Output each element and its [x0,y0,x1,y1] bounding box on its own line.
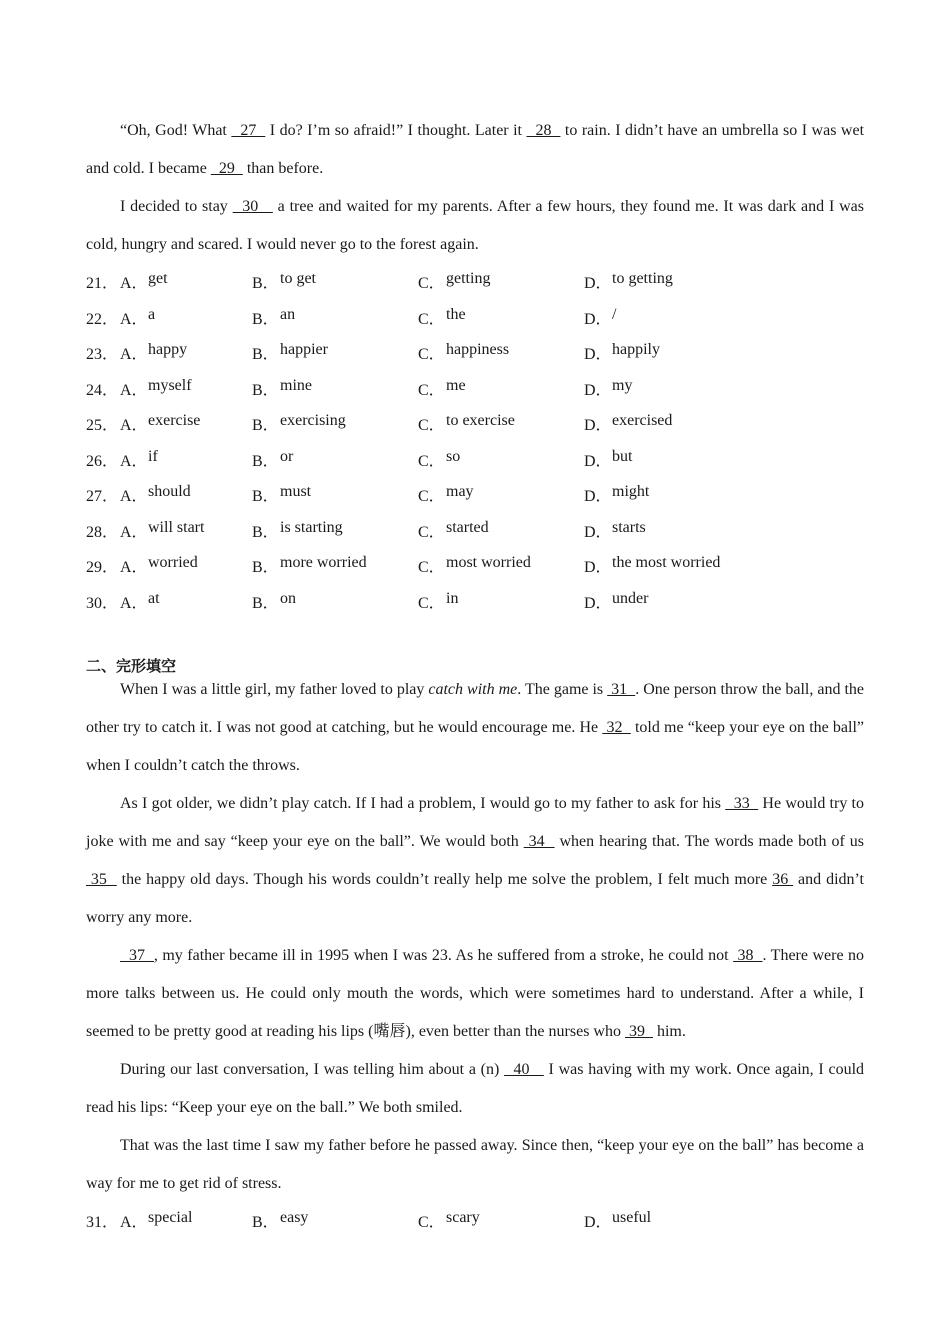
question-number: 22． [86,310,119,328]
option-text: happy [148,341,188,359]
document-page [86,112,864,1239]
option-d [584,306,750,329]
option-letter: A． [120,346,148,364]
option-d [584,554,750,577]
option-c [418,590,584,613]
option-text: on [280,589,296,607]
passage-paragraph [86,671,864,785]
text: and didn’t worry any more. [86,871,864,926]
option-c [418,448,584,471]
blank-30: 30 [232,198,273,215]
option-b [252,519,418,542]
question-number: 31． [86,1214,119,1232]
option-a [120,519,252,542]
passage-paragraph [86,1051,864,1127]
question-number: 28． [86,523,119,541]
option-c [418,306,584,329]
option-text: under [612,589,649,607]
text: . There were no more talks between us. He could only mouth the words, which were sometimes hard to understand. After a while, I seemed to be pretty good at reading his lips (嘴唇), even better than the nurses who [86,947,865,1040]
option-letter: D． [584,1214,612,1232]
blank-36: 36 [772,871,794,888]
option-letter: C． [418,275,445,293]
option-a [120,412,252,435]
option-a [120,554,252,577]
question-options-row [86,442,864,478]
blank-39: 39 [624,1023,653,1040]
option-letter: C． [418,310,445,328]
question-options-row [86,548,864,584]
text: That was the last time I saw my father before he passed away. Since then, “keep your eye on the ball” has become a way for me to get rid of stress. [86,1137,864,1192]
option-letter: B． [252,275,279,293]
option-a [120,270,252,293]
option-letter: C． [418,452,445,470]
option-letter: A． [120,381,148,399]
blank-27: 27 [231,122,266,139]
option-letter: A． [120,523,148,541]
option-text: getting [446,270,491,288]
option-text: so [446,447,461,465]
option-b [252,483,418,506]
option-text: happiness [446,341,510,359]
option-b [252,590,418,613]
section-heading: 二、完形填空 [86,657,177,675]
blank-35: 35 [86,871,117,888]
option-text: a [148,305,156,323]
option-a [120,306,252,329]
option-text: if [148,447,158,465]
question-options-row [86,300,864,336]
option-letter: C． [418,1214,445,1232]
option-c [418,1209,584,1232]
option-letter: A． [120,1214,148,1232]
blank-38: 38 [733,947,763,964]
text: I decided to stay [120,198,233,215]
option-text: my [612,376,633,394]
option-text: is starting [280,518,343,536]
question-number: 27． [86,488,119,506]
option-letter: D． [584,417,612,435]
option-letter: D． [584,452,612,470]
option-letter: D． [584,594,612,612]
option-d [584,519,750,542]
text: . One person throw the ball, and the other try to catch it. I was not good at catching, but he would encourage me. He [86,681,865,736]
text: him. [652,1023,686,1040]
blank-40: 40 [504,1061,544,1078]
option-text: may [446,483,474,501]
option-text: mine [280,376,312,394]
question-number: 26． [86,452,119,470]
blank-33: 33 [725,795,759,812]
blank-29: 29 [210,160,243,177]
option-text: will start [148,518,205,536]
option-letter: B． [252,452,279,470]
option-letter: A． [120,594,148,612]
option-text: starts [612,518,646,536]
option-a [120,341,252,364]
option-text: useful [612,1209,652,1227]
option-letter: B． [252,310,279,328]
passage-paragraph [86,112,864,188]
option-text: easy [280,1209,309,1227]
option-text: should [148,483,191,501]
question-number: 21． [86,275,119,293]
option-a [120,377,252,400]
option-letter: D． [584,275,612,293]
question-number: 30． [86,594,119,612]
option-text: an [280,305,296,323]
option-b [252,448,418,471]
italic-text: catch with me [428,681,518,698]
option-text: exercise [148,412,201,430]
option-a [120,483,252,506]
blank-37: 37 [120,947,154,964]
question-number: 23． [86,346,119,364]
option-text: but [612,447,633,465]
option-text: / [612,305,617,323]
option-text: the most worried [612,554,721,572]
option-c [418,412,584,435]
option-letter: B． [252,523,279,541]
option-letter: A． [120,452,148,470]
option-text: in [446,589,459,607]
option-letter: A． [120,488,148,506]
option-text: myself [148,376,192,394]
option-c [418,483,584,506]
blank-31: 31 [607,681,636,698]
option-text: to getting [612,270,673,288]
option-text: started [446,518,489,536]
option-text: more worried [280,554,367,572]
option-letter: B． [252,417,279,435]
options-list [86,1203,864,1239]
text: When I was a little girl, my father loved to play [120,681,429,698]
option-d [584,270,750,293]
option-text: worried [148,554,198,572]
option-text: get [148,270,168,288]
option-letter: A． [120,275,148,293]
option-letter: A． [120,417,148,435]
option-c [418,341,584,364]
text: a tree and waited for my parents. After a few hours, they found me. It was dark and I was cold, hungry and scared. I would never go to the forest again. [86,198,865,253]
option-letter: D． [584,310,612,328]
option-text: exercising [280,412,346,430]
option-letter: C． [418,594,445,612]
text: . The game is [517,681,608,698]
option-letter: B． [252,346,279,364]
passage-paragraph [86,188,864,264]
question-number: 25． [86,417,119,435]
option-b [252,554,418,577]
question-options-row [86,371,864,407]
blank-28: 28 [526,122,561,139]
option-letter: B． [252,559,279,577]
option-a [120,448,252,471]
option-letter: A． [120,559,148,577]
option-text: to exercise [446,412,515,430]
option-letter: B． [252,594,279,612]
option-letter: D． [584,488,612,506]
option-d [584,377,750,400]
option-b [252,1209,418,1232]
question-options-row [86,584,864,620]
option-a [120,1209,252,1232]
option-letter: B． [252,1214,279,1232]
text: when hearing that. The words made both of us [554,833,864,850]
option-letter: C． [418,417,445,435]
option-a [120,590,252,613]
question-options-row [86,406,864,442]
option-b [252,306,418,329]
question-number: 29． [86,559,119,577]
passage-paragraph [86,785,864,937]
passage-paragraph [86,937,864,1051]
blank-32: 32 [602,719,631,736]
text: He would try to joke with me and say “keep your eye on the ball”. We would both [86,795,865,850]
options-list [86,264,864,619]
option-d [584,1209,750,1232]
text: As I got older, we didn’t play catch. If I had a problem, I would go to my father to ask for his [120,795,726,812]
blank-34: 34 [523,833,555,850]
option-letter: D． [584,559,612,577]
text: “Oh, God! What [120,122,232,139]
text: to rain. I didn’t have an umbrella so I was wet and cold. I became [86,122,865,177]
option-b [252,412,418,435]
option-text: happily [612,341,660,359]
option-text: the [446,305,466,323]
option-text: must [280,483,312,501]
option-text: scary [446,1209,480,1227]
text: , my father became ill in 1995 when I was 23. As he suffered from a stroke, he could not [153,947,734,964]
option-letter: B． [252,488,279,506]
option-d [584,483,750,506]
option-d [584,448,750,471]
question-options-row [86,477,864,513]
option-b [252,341,418,364]
question-options-row [86,264,864,300]
option-text: at [148,589,160,607]
text: told me “keep your eye on the ball” when I couldn’t catch the throws. [86,719,864,774]
option-b [252,270,418,293]
text: than before. [242,160,324,177]
option-letter: D． [584,523,612,541]
passage-paragraph [86,1127,864,1203]
option-text: me [446,376,466,394]
option-letter: C． [418,559,445,577]
question-options-row [86,335,864,371]
text: I was having with my work. Once again, I could read his lips: “Keep your eye on the ball.” We both smiled. [86,1061,865,1116]
option-letter: C． [418,523,445,541]
text: I do? I’m so afraid!” I thought. Later it [265,122,527,139]
option-d [584,341,750,364]
option-text: happier [280,341,328,359]
option-letter: C． [418,488,445,506]
option-letter: A． [120,310,148,328]
option-text: special [148,1209,193,1227]
option-c [418,554,584,577]
question-options-row [86,513,864,549]
option-c [418,377,584,400]
option-text: to get [280,270,316,288]
option-letter: D． [584,381,612,399]
option-c [418,270,584,293]
text: During our last conversation, I was telling him about a (n) [120,1061,505,1078]
question-options-row [86,1203,864,1239]
option-text: might [612,483,650,501]
option-letter: B． [252,381,279,399]
option-d [584,412,750,435]
option-letter: D． [584,346,612,364]
option-text: or [280,447,294,465]
question-number: 24． [86,381,119,399]
option-letter: C． [418,381,445,399]
option-d [584,590,750,613]
option-text: exercised [612,412,673,430]
option-b [252,377,418,400]
option-letter: C． [418,346,445,364]
option-text: most worried [446,554,531,572]
text: the happy old days. Though his words couldn’t really help me solve the problem, I felt much more [116,871,773,888]
option-c [418,519,584,542]
